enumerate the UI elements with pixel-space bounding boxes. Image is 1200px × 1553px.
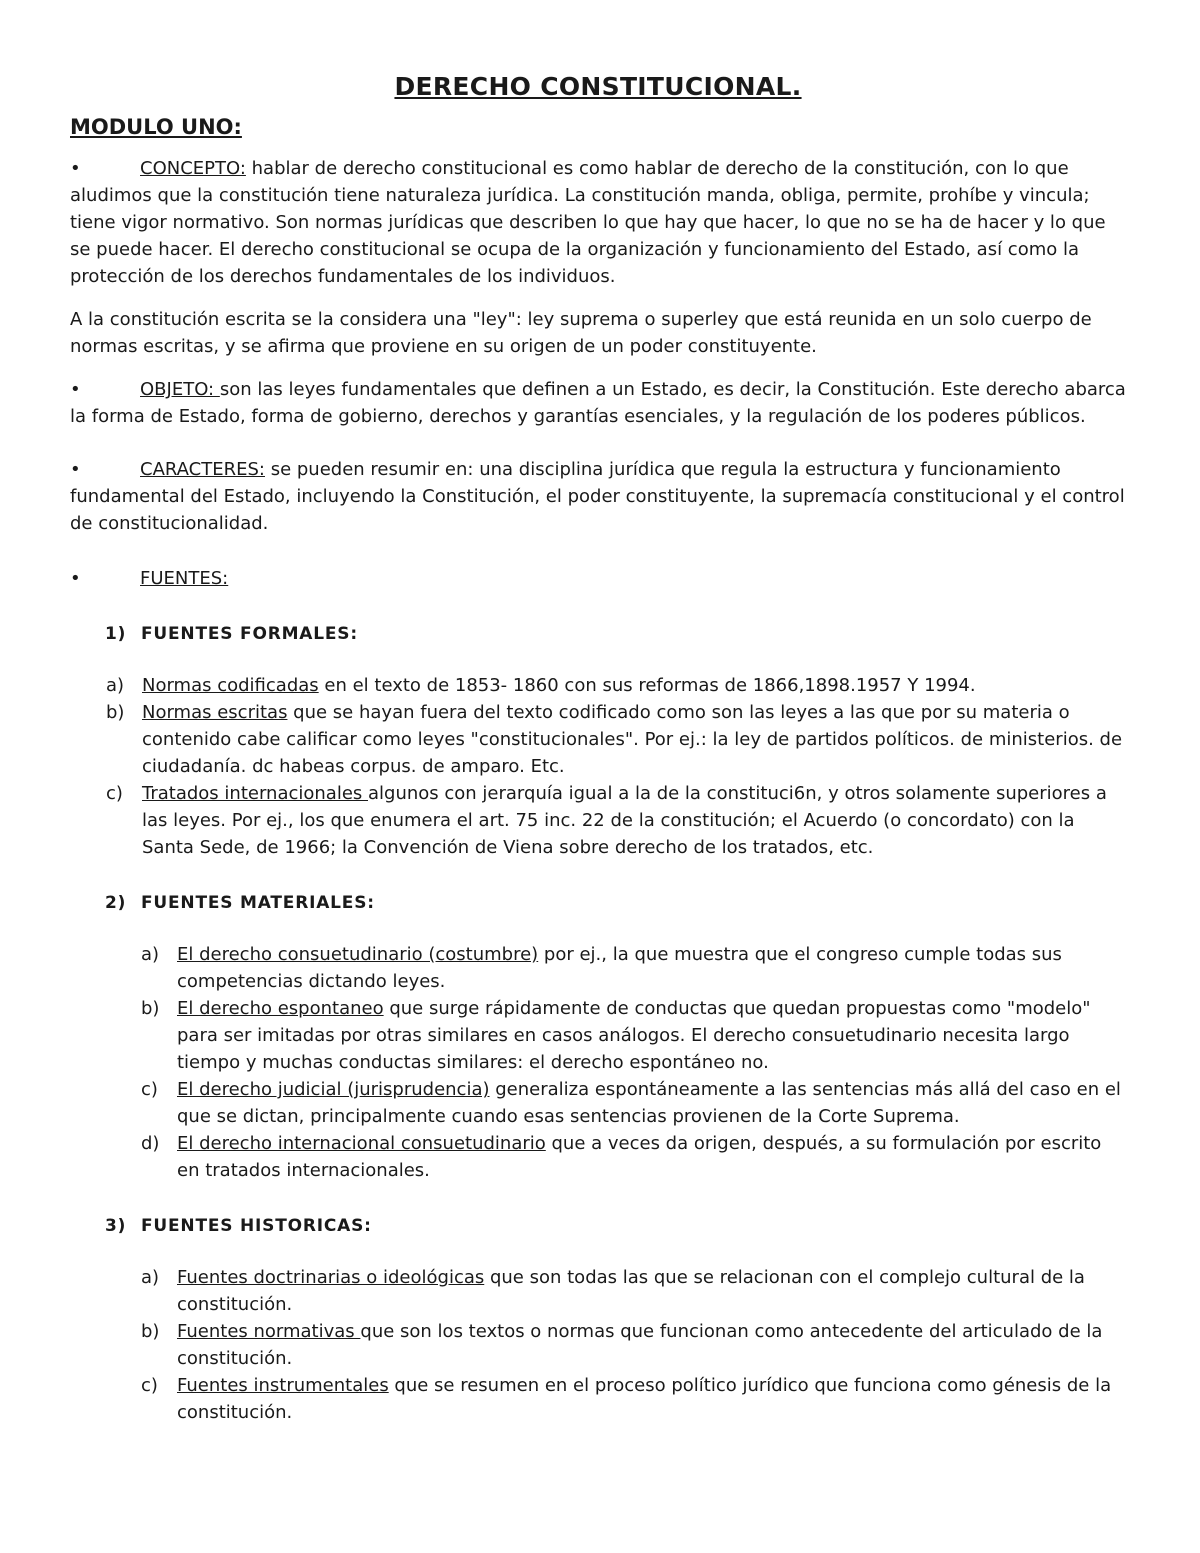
list-item-text: algunos con jerarquía igual a la de la constituci6n, y otros solamente superiores a las leyes. Por ej., los que enumera el art. 75 inc. 22 de la constitución; el Acuerdo (o concordato) con la Santa Sede, de 1966; la Convención de Viena sobre derecho de los tratados, etc. bbox=[142, 783, 1107, 858]
fuentes-historicas-heading bbox=[105, 1214, 1126, 1238]
fuentes-materiales-list bbox=[70, 941, 1126, 1184]
list-marker: a) bbox=[141, 1267, 160, 1288]
list-marker: c) bbox=[106, 783, 123, 804]
list-marker: b) bbox=[141, 1321, 160, 1342]
bullet-icon: • bbox=[70, 568, 81, 589]
list-marker: b) bbox=[141, 998, 160, 1019]
list-item-term: El derecho espontaneo bbox=[177, 998, 384, 1019]
list-item bbox=[70, 1076, 1126, 1130]
list-item-text: que son los textos o normas que funcionan como antecedente del articulado de la constitución. bbox=[177, 1321, 1103, 1369]
section-number: 1) bbox=[105, 624, 127, 644]
list-item bbox=[70, 1372, 1126, 1426]
ley-paragraph: A la constitución escrita se la considera una "ley": ley suprema o superley que está reunida en un solo cuerpo de normas escritas, y se afirma que proviene en su origen de un poder constituyente. bbox=[70, 309, 1092, 357]
list-marker: c) bbox=[141, 1079, 158, 1100]
bullet-icon: • bbox=[70, 379, 81, 400]
fuentes-paragraph bbox=[70, 565, 1126, 592]
list-item bbox=[70, 1130, 1126, 1184]
list-item-term: Fuentes normativas bbox=[177, 1321, 361, 1342]
list-item-term: Fuentes instrumentales bbox=[177, 1375, 389, 1396]
list-item-term: El derecho judicial (jurisprudencia) bbox=[177, 1079, 490, 1100]
section-number: 3) bbox=[105, 1216, 127, 1236]
list-item bbox=[70, 1318, 1126, 1372]
caracteres-paragraph bbox=[70, 456, 1126, 537]
list-item-term: Normas escritas bbox=[142, 702, 288, 723]
list-item-text: que a veces da origen, después, a su formulación por escrito en tratados internacionales. bbox=[177, 1133, 1102, 1181]
list-item bbox=[70, 780, 1126, 861]
list-item-text: que surge rápidamente de conductas que quedan propuestas como "modelo" para ser imitadas por otras similares en casos análogos. El derecho consuetudinario necesita largo tiempo y muchas conductas similares: el derecho espontáneo no. bbox=[177, 998, 1091, 1073]
module-heading: MODULO UNO: bbox=[70, 115, 242, 139]
caracteres-text: se pueden resumir en: una disciplina jurídica que regula la estructura y funcionamiento fundamental del Estado, incluyendo la Constitución, el poder constituyente, la supremacía constitucional y el control de constitucionalidad. bbox=[70, 459, 1125, 534]
section-title: FUENTES FORMALES: bbox=[141, 624, 358, 644]
section-title: FUENTES HISTORICAS: bbox=[141, 1216, 372, 1236]
objeto-paragraph bbox=[70, 376, 1126, 430]
fuentes-formales-heading bbox=[105, 622, 1126, 646]
list-marker: d) bbox=[141, 1133, 160, 1154]
list-item-term: El derecho consuetudinario (costumbre) bbox=[177, 944, 539, 965]
list-item bbox=[70, 1264, 1126, 1318]
document-page bbox=[70, 72, 1126, 1426]
caracteres-heading: CARACTERES: bbox=[140, 459, 265, 480]
list-item-text: que se hayan fuera del texto codificado como son las leyes a las que por su materia o contenido cabe calificar como leyes "constitucionales". Por ej.: la ley de partidos políticos. de ministerios. de ciudadanía. dc habeas corpus. de amparo. Etc. bbox=[142, 702, 1123, 777]
fuentes-historicas-list bbox=[70, 1264, 1126, 1426]
fuentes-materiales-heading bbox=[105, 891, 1126, 915]
list-item bbox=[70, 699, 1126, 780]
objeto-heading: OBJETO: bbox=[140, 379, 220, 400]
list-item-text: que son todas las que se relacionan con el complejo cultural de la constitución. bbox=[177, 1267, 1085, 1315]
list-item-text: que se resumen en el proceso político jurídico que funciona como génesis de la constitución. bbox=[177, 1375, 1112, 1423]
document-title: DERECHO CONSTITUCIONAL. bbox=[394, 72, 802, 101]
fuentes-formales-list bbox=[70, 672, 1126, 861]
list-item-text: por ej., la que muestra que el congreso cumple todas sus competencias dictando leyes. bbox=[177, 944, 1062, 992]
concepto-heading: CONCEPTO: bbox=[140, 158, 246, 179]
fuentes-heading: FUENTES: bbox=[140, 568, 229, 589]
list-item-term: El derecho internacional consuetudinario bbox=[177, 1133, 546, 1154]
concepto-text: hablar de derecho constitucional es como hablar de derecho de la constitución, con lo que aludimos que la constitución tiene naturaleza jurídica. La constitución manda, obliga, permite, prohíbe y vincula; tiene vigor normativo. Son normas jurídicas que describen lo que hay que hacer, lo que no se ha de hacer y lo que se puede hacer. El derecho constitucional se ocupa de la organización y funcionamiento del Estado, así como la protección de los derechos fundamentales de los individuos. bbox=[70, 158, 1106, 287]
list-marker: a) bbox=[141, 944, 160, 965]
list-marker: a) bbox=[106, 675, 125, 696]
list-marker: b) bbox=[106, 702, 125, 723]
list-item-text: en el texto de 1853- 1860 con sus reformas de 1866,1898.1957 Y 1994. bbox=[318, 675, 976, 696]
section-title: FUENTES MATERIALES: bbox=[141, 893, 375, 913]
bullet-icon: • bbox=[70, 459, 81, 480]
bullet-icon: • bbox=[70, 158, 81, 179]
section-number: 2) bbox=[105, 893, 127, 913]
list-item-text: generaliza espontáneamente a las sentencias más allá del caso en el que se dictan, principalmente cuando esas sentencias provienen de la Corte Suprema. bbox=[177, 1079, 1121, 1127]
list-item-term: Normas codificadas bbox=[142, 675, 319, 696]
list-item-term: Fuentes doctrinarias o ideológicas bbox=[177, 1267, 485, 1288]
list-item bbox=[70, 672, 1126, 699]
list-item bbox=[70, 995, 1126, 1076]
list-item bbox=[70, 941, 1126, 995]
concepto-paragraph bbox=[70, 155, 1126, 290]
list-item-term: Tratados internacionales bbox=[142, 783, 368, 804]
list-marker: c) bbox=[141, 1375, 158, 1396]
objeto-text: son las leyes fundamentales que definen a un Estado, es decir, la Constitución. Este derecho abarca la forma de Estado, forma de gobierno, derechos y garantías esenciales, y la regulación de los poderes públicos. bbox=[70, 379, 1126, 427]
